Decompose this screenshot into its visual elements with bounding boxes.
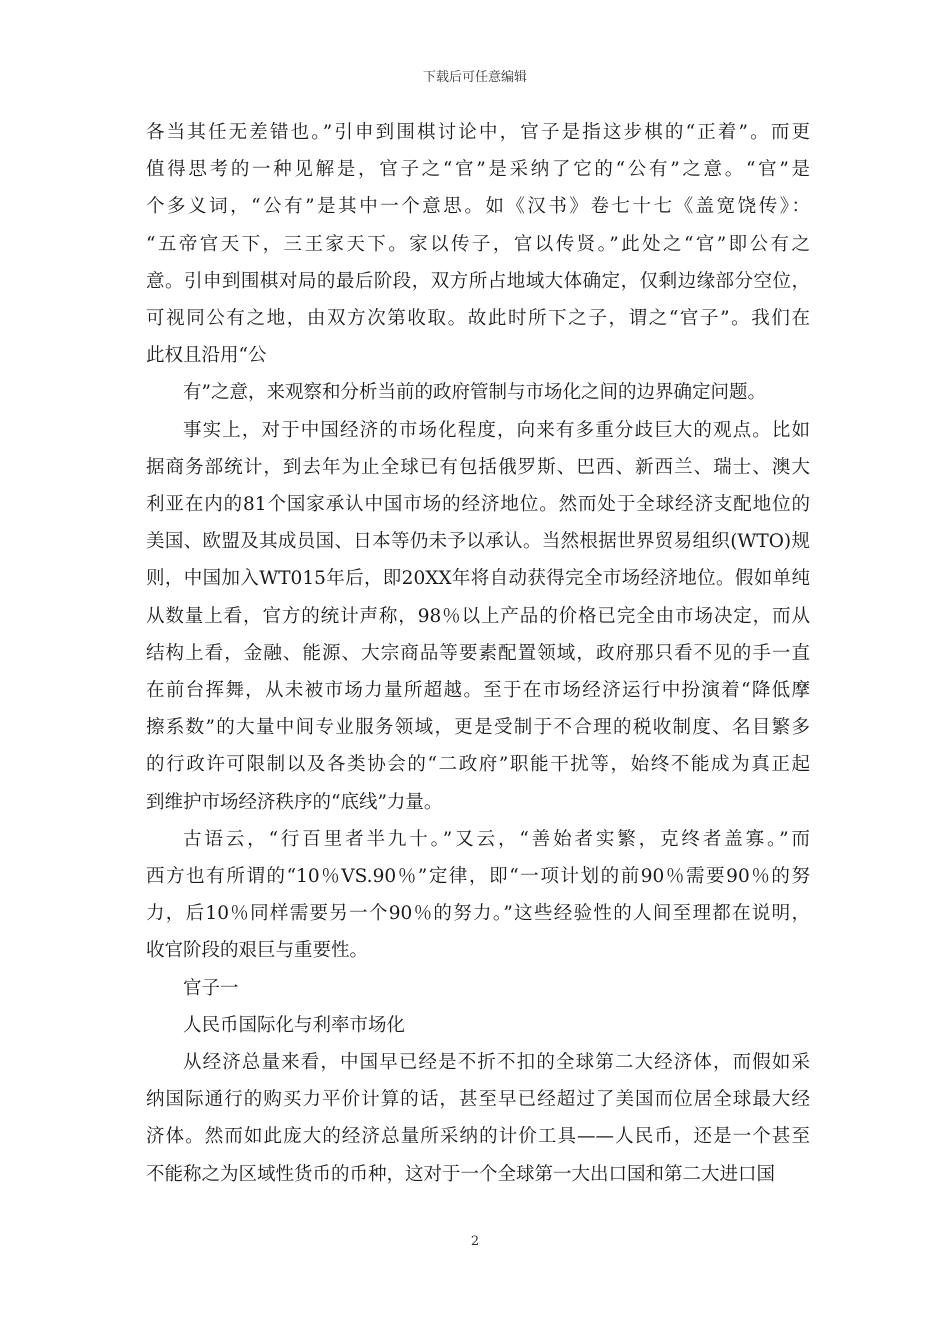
- text-line: 济体。然而如此庞大的经济总量所采纳的计价工具——人民币，还是一个甚至: [146, 1126, 810, 1148]
- text-line: “五帝官天下，三王家天下。家以传子，官以传贤。”此处之“官”即公有之: [146, 233, 810, 255]
- text-line: 值得思考的一种见解是，官子之“官”是采纳了它的“公有”之意。“官”是: [146, 159, 810, 181]
- text-line: 则，中国加入WT015年后，即20XX年将自动获得完全市场经济地位。假如单纯: [146, 568, 810, 590]
- text-line: 人民币国际化与利率市场化: [183, 1014, 406, 1036]
- text-line: 从经济总量来看，中国早已经是不折不扣的全球第二大经济体，而假如采: [183, 1052, 810, 1074]
- text-line: 可视同公有之地，由双方次第收取。故此时所下之子，谓之“官子”。我们在: [146, 308, 810, 330]
- text-line: 收官阶段的艰巨与重要性。: [146, 940, 369, 962]
- text-line: 的行政许可限制以及各类协会的“二政府”职能干扰等，始终不能成为真正起: [146, 754, 810, 776]
- text-line: 结构上看，金融、能源、大宗商品等要素配置领域，政府那只看不见的手一直: [146, 642, 810, 664]
- text-line: 事实上，对于中国经济的市场化程度，向来有多重分歧巨大的观点。比如: [183, 419, 810, 441]
- text-line: 古语云，“行百里者半九十。”又云，“善始者实繁，克终者盖寡。”而: [183, 828, 810, 850]
- text-line: 美国、欧盟及其成员国、日本等仍未予以承认。当然根据世界贸易组织(WTO)规: [146, 531, 810, 553]
- text-line: 此权且沿用“公: [146, 345, 267, 367]
- text-line: 从数量上看，官方的统计声称，98％以上产品的价格已完全由市场决定，而从: [146, 605, 810, 627]
- text-line: 意。引申到围棋对局的最后阶段，双方所占地域大体确定，仅剩边缘部分空位，: [146, 270, 810, 292]
- text-line: 擦系数”的大量中间专业服务领域，更是受制于不合理的税收制度、名目繁多: [146, 717, 810, 739]
- text-line: 官子一: [183, 977, 239, 999]
- document-body: [146, 114, 810, 1193]
- page-header: 下载后可任意编辑: [422, 70, 527, 85]
- text-line: 有”之意，来观察和分析当前的政府管制与市场化之间的边界确定问题。: [183, 382, 766, 404]
- text-line: 各当其任无差错也。”引申到围棋讨论中，官子是指这步棋的“正着”。而更: [146, 122, 810, 143]
- text-line: 纳国际通行的购买力平价计算的话，甚至早已经超过了美国而位居全球最大经: [146, 1089, 810, 1111]
- text-line: 个多义词，“公有”是其中一个意思。如《汉书》卷七十七《盖宽饶传》：: [146, 196, 810, 218]
- text-line: 在前台挥舞，从未被市场力量所超越。至于在市场经济运行中扮演着“降低摩: [146, 680, 810, 702]
- text-line: 据商务部统计，到去年为止全球已有包括俄罗斯、巴西、新西兰、瑞士、澳大: [146, 456, 810, 478]
- text-line: 不能称之为区域性货币的币种，这对于一个全球第一大出口国和第二大进口国: [146, 1163, 776, 1185]
- text-line: 西方也有所谓的“10％VS.90％”定律，即“一项计划的前90％需要90％的努: [146, 866, 810, 888]
- text-line: 力，后10％同样需要另一个90％的努力。”这些经验性的人间至理都在说明，: [146, 903, 810, 925]
- text-line: 利亚在内的81个国家承认中国市场的经济地位。然而处于全球经济支配地位的: [146, 494, 810, 516]
- page-number: 2: [470, 1234, 480, 1249]
- text-line: 到维护市场经济秩序的“底线”力量。: [146, 791, 443, 813]
